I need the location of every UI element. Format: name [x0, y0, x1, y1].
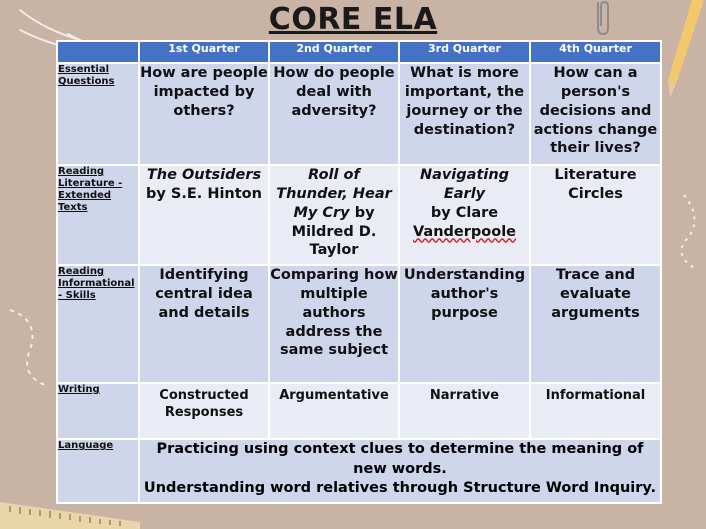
book-title: Navigating Early [419, 167, 510, 202]
book-author-by: by Clare [430, 204, 499, 221]
table-row [57, 383, 661, 439]
header-row [57, 41, 661, 63]
language-cell [139, 439, 661, 503]
table-cell [399, 165, 530, 265]
table-cell: Informational [530, 383, 661, 439]
table-cell: How are people impacted by others? [139, 63, 269, 165]
table-cell [269, 165, 399, 265]
table-cell: Identifying central idea and details [139, 265, 269, 383]
table-row [57, 439, 661, 503]
book-title: Roll of Thunder, Hear My Cry [276, 167, 392, 221]
book-author-name: Vanderpoole [412, 223, 516, 240]
chalk-swirl-icon [664, 190, 706, 270]
curriculum-table [56, 40, 662, 504]
table-cell: Constructed Responses [139, 383, 269, 439]
table-row [57, 165, 661, 265]
chalk-swirl-icon [0, 300, 56, 390]
language-line: Understanding word relatives through Structure Word Inquiry. [143, 480, 657, 497]
table-cell: Literature Circles [530, 165, 661, 265]
quarter-header: 4th Quarter [530, 41, 661, 63]
quarter-header: 1st Quarter [139, 41, 269, 63]
quarter-header: 2nd Quarter [269, 41, 399, 63]
table-cell: Narrative [399, 383, 530, 439]
table-cell: Trace and evaluate arguments [530, 265, 661, 383]
table-cell: Understanding author's purpose [399, 265, 530, 383]
table-cell: What is more important, the journey or the destination? [399, 63, 530, 165]
language-line: Practicing using context clues to determine the meaning of new words. [156, 441, 644, 477]
table-cell: How do people deal with adversity? [269, 63, 399, 165]
quarter-header: 3rd Quarter [399, 41, 530, 63]
book-title: The Outsiders [146, 167, 262, 183]
page-title: CORE ELA [268, 2, 438, 37]
row-label-writing: Writing [57, 383, 139, 439]
table-cell: Argumentative [269, 383, 399, 439]
row-label-essential: Essential Questions [57, 63, 139, 165]
book-author: by S.E. Hinton [146, 185, 262, 202]
header-corner [57, 41, 139, 63]
table-cell: Comparing how multiple authors address the same subject [269, 265, 399, 383]
table-cell [139, 165, 269, 265]
table-row [57, 265, 661, 383]
row-label-reading-informational: Reading Informational - Skills [57, 265, 139, 383]
table-cell: How can a person's decisions and actions change their lives? [530, 63, 661, 165]
row-label-language: Language [57, 439, 139, 503]
book-author: by Mildred D. Taylor [291, 204, 377, 259]
table-row [57, 63, 661, 165]
row-label-reading-literature: Reading Literature - Extended Texts [57, 165, 139, 265]
